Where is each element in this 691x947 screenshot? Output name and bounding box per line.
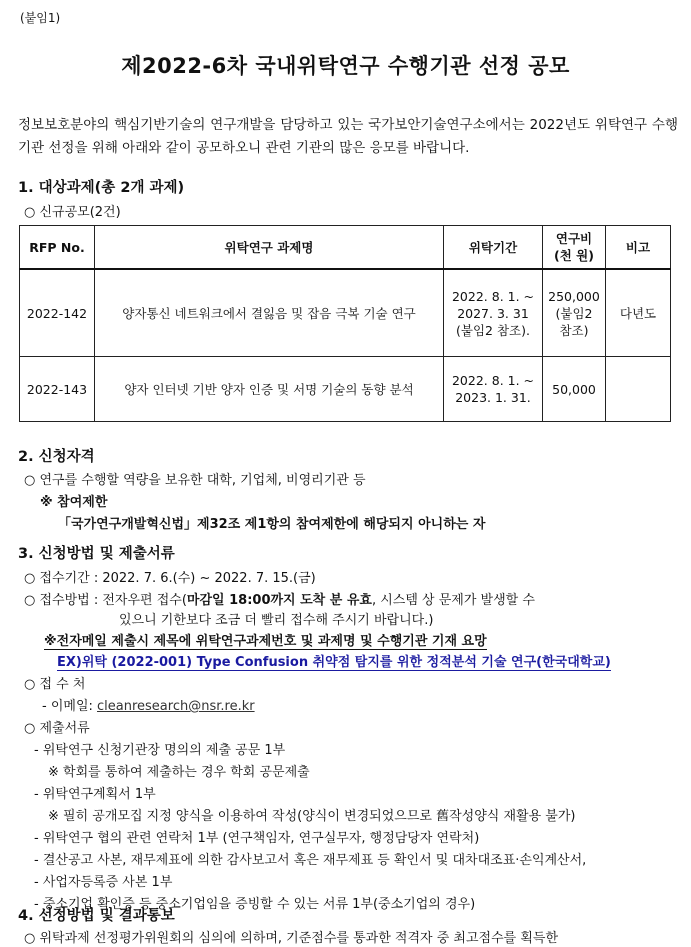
section-3-line-3: 있으니 기한보다 조금 더 빨리 접수해 주시기 바랍니다.)	[119, 613, 434, 628]
col-rfp: RFP No.	[20, 226, 95, 270]
section-1-sub: ○ 신규공모(2건)	[24, 205, 121, 220]
attachment-label: (붙임1)	[20, 11, 61, 25]
col-title: 위탁연구 과제명	[95, 226, 444, 270]
col-period: 위탁기간	[444, 226, 543, 270]
section-3-line-11: - 위탁연구계획서 1부	[34, 787, 156, 802]
section-1-heading: 1. 대상과제(총 2개 과제)	[18, 180, 185, 196]
section-3-line-16: - 중소기업 확인증 등 중소기업임을 증빙할 수 있는 서류 1부(중소기업의 경우)	[34, 897, 476, 912]
section-2-line-3: 「국가연구개발혁신법」제32조 제1항의 참여제한에 해당되지 아니하는 자	[58, 517, 486, 532]
section-3-line-14: - 결산공고 사본, 재무제표에 의한 감사보고서 혹은 재무제표 등 확인서 및 대차대조표·손익계산서,	[34, 853, 587, 868]
section-2-line-2: ※ 참여제한	[40, 495, 108, 510]
section-4-heading: 4. 선정방법 및 결과통보	[18, 908, 175, 924]
section-3-line-12: ※ 필히 공개모집 지정 양식을 이용하여 작성(양식이 변경되었으므로 舊작성양식 재활용 불가)	[48, 809, 576, 824]
table-row: 2022-142 양자통신 네트워크에서 결잃음 및 잡음 극복 기술 연구 2022. 8. 1. ~ 2027. 3. 31 (붙임2 참조). 250,000 (붙임2 참조) 다년도	[20, 269, 671, 357]
section-3-heading: 3. 신청방법 및 제출서류	[18, 546, 175, 562]
section-3-line-1: ○ 접수기간 : 2022. 7. 6.(수) ~ 2022. 7. 15.(금)	[24, 571, 316, 586]
section-3-line-10: ※ 학회를 통하여 제출하는 경우 학회 공문제출	[48, 765, 310, 780]
section-2-heading: 2. 신청자격	[18, 449, 95, 465]
section-2-line-1: ○ 연구를 수행할 역량을 보유한 대학, 기업체, 비영리기관 등	[24, 473, 366, 488]
section-4-line-1: ○ 위탁과제 선정평가위원회의 심의에 의하며, 기준점수를 통과한 적격자 중 최고점수를 획득한	[24, 931, 559, 946]
section-3-line-2: ○ 접수방법 : 전자우편 접수(마감일 18:00까지 도착 분 유효, 시스템 상 문제가 발생할 수	[24, 593, 535, 608]
rfp-table	[19, 225, 671, 422]
section-3-line-9: - 위탁연구 신청기관장 명의의 제출 공문 1부	[34, 743, 286, 758]
section-3-line-6: ○ 접 수 처	[24, 677, 86, 692]
email-subject-notice: ※전자메일 제출시 제목에 위탁연구과제번호 및 과제명 및 수행기관 기재 요망	[44, 630, 487, 650]
intro-paragraph: 정보보호분야의 핵심기반기술의 연구개발을 담당하고 있는 국가보안기술연구소에서는 2022년도 위탁연구 수행기관 선정을 위해 아래와 같이 공모하오니 관련 기관의 많은 응모를 바랍니다.	[18, 117, 678, 156]
section-3-line-8: ○ 제출서류	[24, 721, 90, 736]
section-3-line-13: - 위탁연구 협의 관련 연락처 1부 (연구책임자, 연구실무자, 행정담당자 연락처)	[34, 831, 480, 846]
email-subject-example: EX)위탁 (2022-001) Type Confusion 취약점 탐지를 위한 정적분석 기술 연구(한국대학교)	[57, 651, 611, 671]
section-3-line-15: - 사업자등록증 사본 1부	[34, 875, 173, 890]
page-title: 제2022-6차 국내위탁연구 수행기관 선정 공모	[121, 54, 570, 78]
table-header-row	[20, 226, 671, 270]
col-note: 비고	[606, 226, 671, 270]
table-row: 2022-143 양자 인터넷 기반 양자 인증 및 서명 기술의 동향 분석 2022. 8. 1. ~ 2023. 1. 31. 50,000	[20, 357, 671, 422]
section-3-email-line: - 이메일: cleanresearch@nsr.re.kr	[42, 699, 255, 714]
email-link[interactable]: cleanresearch@nsr.re.kr	[97, 699, 255, 714]
col-cost: 연구비 (천 원)	[543, 226, 606, 270]
